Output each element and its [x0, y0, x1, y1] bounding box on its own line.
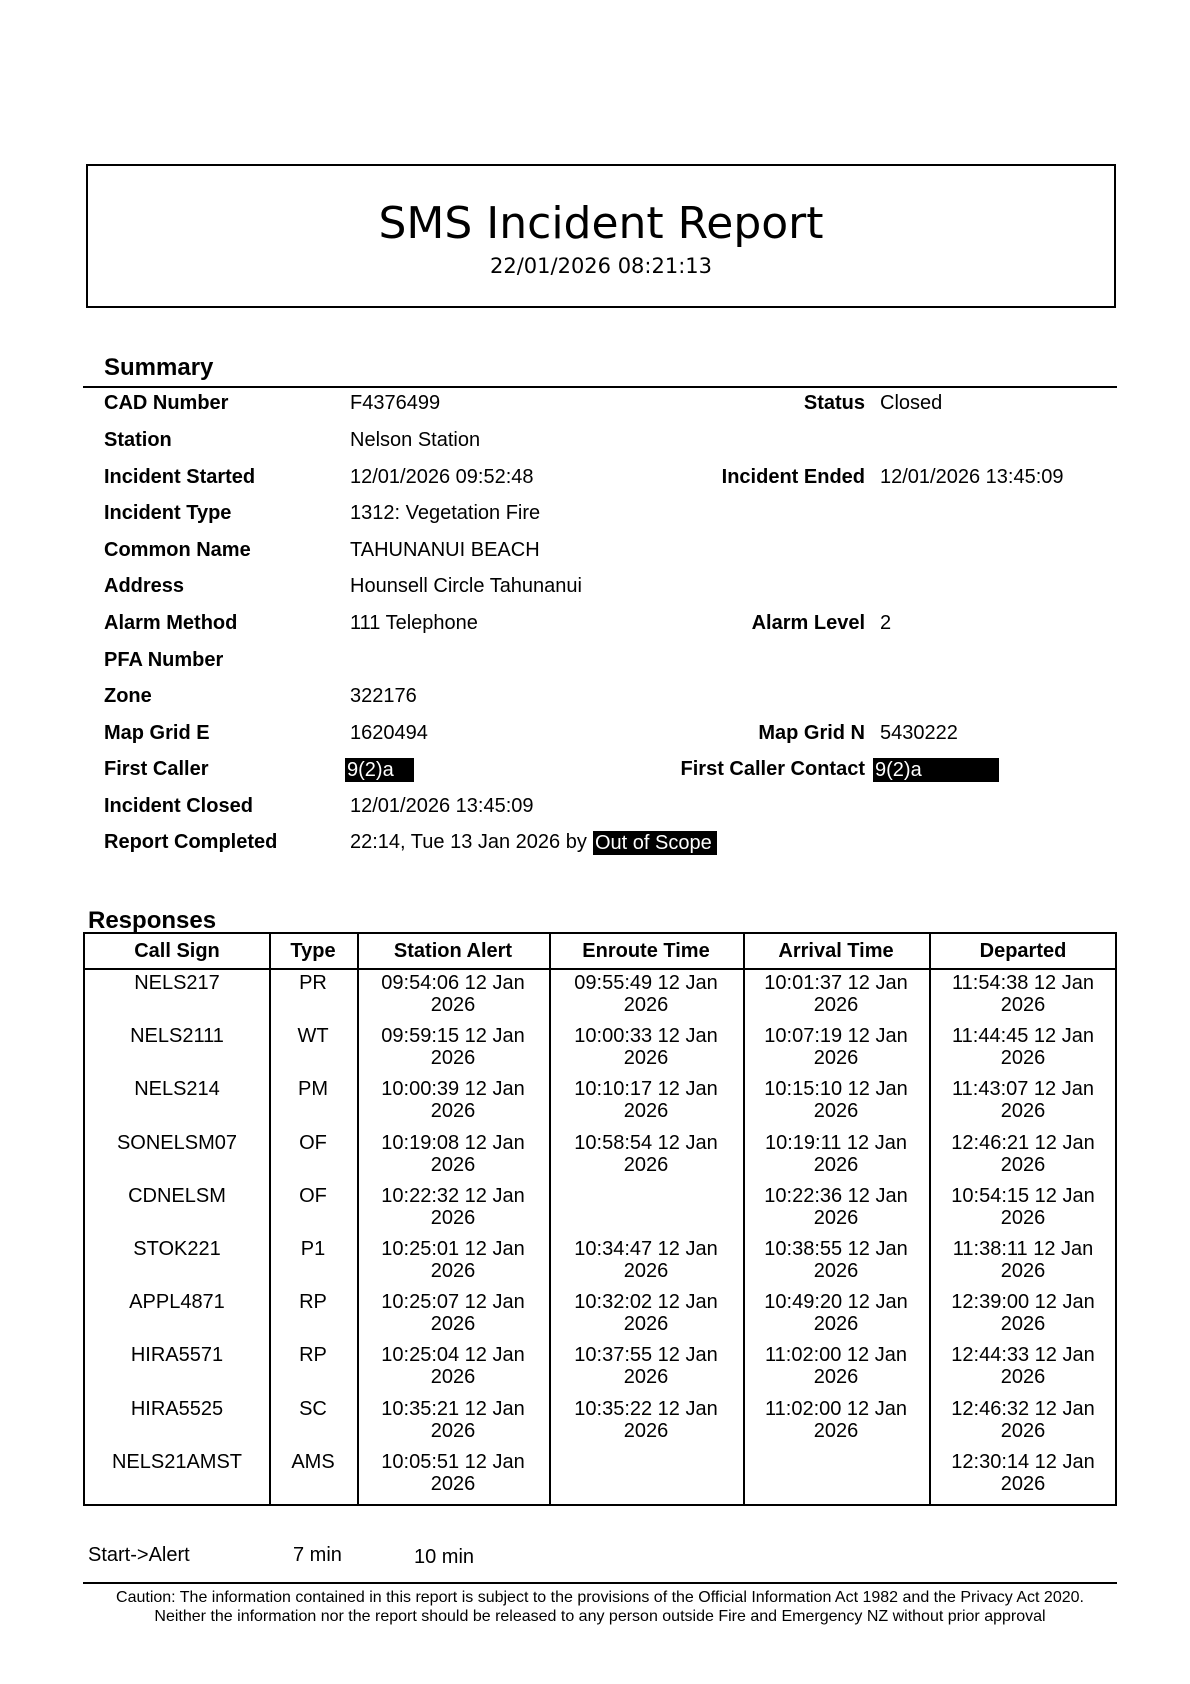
station-alert-cell: 10:00:39 12 Jan [381, 1078, 525, 1100]
enroute-time-cell: 2026 [623, 1154, 669, 1176]
alarm-method-label: Alarm Method [104, 612, 238, 634]
call-sign-cell: NELS2111 [130, 1025, 224, 1047]
enroute-time-cell: 10:10:17 12 Jan [574, 1078, 718, 1100]
incident-closed-label: Incident Closed [104, 795, 253, 817]
summary-title: Summary [104, 354, 214, 381]
arrival-time-cell: 11:02:00 12 Jan [765, 1398, 907, 1420]
col-type: Type [290, 940, 336, 962]
arrival-time-cell: 10:49:20 12 Jan [764, 1291, 908, 1313]
departed-cell: 11:38:11 12 Jan [952, 1238, 1094, 1260]
type-cell: PM [298, 1078, 328, 1100]
pfa-number-label: PFA Number [104, 649, 224, 671]
summary-divider [83, 386, 1117, 388]
station-alert-cell: 2026 [430, 1260, 476, 1282]
common-name-value: TAHUNANUI BEACH [350, 539, 540, 561]
departed-cell: 2026 [1000, 1154, 1046, 1176]
map-grid-n-label: Map Grid N [758, 722, 865, 744]
arrival-time-cell: 2026 [813, 1100, 859, 1122]
station-value: Nelson Station [350, 429, 481, 451]
call-sign-cell: STOK221 [133, 1238, 221, 1260]
arrival-time-cell: 2026 [813, 1260, 859, 1282]
enroute-time-cell: 09:55:49 12 Jan [574, 972, 718, 994]
station-alert-cell: 10:05:51 12 Jan [381, 1451, 525, 1473]
departed-cell: 2026 [1000, 1207, 1046, 1229]
station-alert-cell: 2026 [430, 1154, 476, 1176]
zone-value: 322176 [350, 685, 417, 707]
call-sign-cell: NELS214 [134, 1078, 220, 1100]
status-value: Closed [880, 392, 943, 414]
departed-cell: 2026 [1000, 1473, 1046, 1495]
first-caller-redaction: 9(2)a [345, 758, 414, 782]
enroute-time-cell: 10:32:02 12 Jan [574, 1291, 718, 1313]
arrival-time-cell: 10:01:37 12 Jan [764, 972, 908, 994]
station-alert-cell: 10:25:04 12 Jan [381, 1344, 525, 1366]
departed-cell: 12:46:21 12 Jan [951, 1132, 1095, 1154]
type-cell: P1 [300, 1238, 326, 1260]
arrival-time-cell: 2026 [813, 1420, 859, 1442]
incident-ended-label: Incident Ended [721, 466, 865, 488]
first-caller-label: First Caller [104, 758, 209, 780]
station-alert-cell: 2026 [430, 1313, 476, 1335]
caution-notice [83, 1588, 1117, 1626]
incident-type-label: Incident Type [104, 502, 232, 524]
start-alert-value: 7 min [293, 1544, 342, 1566]
arrival-time-cell: 2026 [813, 994, 859, 1016]
address-label: Address [104, 575, 185, 597]
footer-divider [83, 1582, 1117, 1584]
responses-title: Responses [88, 907, 217, 934]
arrival-time-cell: 2026 [813, 1366, 859, 1388]
departed-cell: 12:39:00 12 Jan [951, 1291, 1095, 1313]
report-completed-redaction: Out of Scope [593, 831, 717, 855]
type-cell: OF [299, 1132, 327, 1154]
departed-cell: 2026 [1000, 994, 1046, 1016]
station-alert-cell: 2026 [430, 1366, 476, 1388]
enroute-time-cell: 2026 [623, 1100, 669, 1122]
common-name-label: Common Name [104, 539, 251, 561]
col-call-sign: Call Sign [134, 940, 220, 962]
type-cell: OF [299, 1185, 327, 1207]
arrival-time-cell: 2026 [813, 1047, 859, 1069]
departed-cell: 2026 [1000, 1100, 1046, 1122]
enroute-time-cell: 2026 [623, 1366, 669, 1388]
type-cell: RP [299, 1291, 327, 1313]
departed-cell: 12:30:14 12 Jan [951, 1451, 1095, 1473]
alarm-method-value: 111 Telephone [350, 612, 478, 634]
alert-duration-value: 10 min [414, 1546, 475, 1568]
report-generated-date: 22/01/2026 08:21:13 [489, 254, 713, 278]
arrival-time-cell: 2026 [813, 1313, 859, 1335]
arrival-time-cell: 10:19:11 12 Jan [765, 1132, 907, 1154]
type-cell: PR [299, 972, 327, 994]
enroute-time-cell: 2026 [623, 1420, 669, 1442]
incident-closed-value: 12/01/2026 13:45:09 [350, 795, 534, 817]
departed-cell: 2026 [1000, 1366, 1046, 1388]
arrival-time-cell: 10:38:55 12 Jan [764, 1238, 908, 1260]
station-alert-cell: 10:19:08 12 Jan [381, 1132, 525, 1154]
arrival-time-cell: 10:15:10 12 Jan [764, 1078, 908, 1100]
caution-line-2: Neither the information nor the report should be released to any person outside Fire and Emergency NZ without prior approval [154, 1608, 1046, 1625]
station-alert-cell: 2026 [430, 1473, 476, 1495]
map-grid-n-value: 5430222 [880, 722, 958, 744]
caution-line-1: Caution: The information contained in this report is subject to the provisions of the Official Information Act 1982 and the Privacy Act 2020. [116, 1589, 1084, 1606]
type-cell: RP [299, 1344, 327, 1366]
enroute-time-cell: 10:35:22 12 Jan [574, 1398, 718, 1420]
alarm-level-label: Alarm Level [751, 612, 865, 634]
alarm-level-value: 2 [880, 612, 892, 634]
enroute-time-cell: 10:58:54 12 Jan [574, 1132, 718, 1154]
departed-cell: 2026 [1000, 1047, 1046, 1069]
start-alert-label: Start->Alert [88, 1544, 190, 1566]
station-alert-cell: 2026 [430, 1420, 476, 1442]
call-sign-cell: SONELSM07 [116, 1132, 238, 1154]
incident-started-value: 12/01/2026 09:52:48 [350, 466, 534, 488]
type-cell: SC [299, 1398, 327, 1420]
report-title: SMS Incident Report [378, 198, 824, 249]
arrival-time-cell: 2026 [813, 1154, 859, 1176]
enroute-time-cell: 2026 [623, 1047, 669, 1069]
call-sign-cell: APPL4871 [129, 1291, 225, 1313]
station-alert-cell: 2026 [430, 994, 476, 1016]
call-sign-cell: NELS21AMST [111, 1451, 243, 1473]
call-sign-cell: CDNELSM [128, 1185, 226, 1207]
station-alert-cell: 10:25:07 12 Jan [381, 1291, 525, 1313]
col-departed: Departed [979, 940, 1067, 962]
col-enroute-time: Enroute Time [582, 940, 710, 962]
address-value: Hounsell Circle Tahunanui [350, 575, 582, 597]
col-station-alert: Station Alert [393, 940, 513, 962]
call-sign-cell: NELS217 [134, 972, 220, 994]
incident-type-value: 1312: Vegetation Fire [350, 502, 541, 524]
enroute-time-cell: 10:34:47 12 Jan [574, 1238, 718, 1260]
station-alert-cell: 2026 [430, 1047, 476, 1069]
station-alert-cell: 10:35:21 12 Jan [381, 1398, 525, 1420]
enroute-time-cell: 2026 [623, 994, 669, 1016]
enroute-time-cell: 10:37:55 12 Jan [574, 1344, 718, 1366]
station-alert-cell: 09:59:15 12 Jan [381, 1025, 525, 1047]
departed-cell: 11:43:07 12 Jan [952, 1078, 1094, 1100]
incident-started-label: Incident Started [104, 466, 256, 488]
cad-number-label: CAD Number [104, 392, 229, 414]
report-header [86, 164, 1116, 308]
departed-cell: 12:46:32 12 Jan [951, 1398, 1095, 1420]
arrival-time-cell: 10:07:19 12 Jan [764, 1025, 908, 1047]
arrival-time-cell: 2026 [813, 1207, 859, 1229]
departed-cell: 2026 [1000, 1313, 1046, 1335]
departed-cell: 2026 [1000, 1420, 1046, 1442]
station-alert-cell: 10:22:32 12 Jan [381, 1185, 525, 1207]
station-alert-cell: 10:25:01 12 Jan [381, 1238, 525, 1260]
first-caller-contact-redaction: 9(2)a [873, 758, 999, 782]
enroute-time-cell: 2026 [623, 1313, 669, 1335]
station-alert-cell: 2026 [430, 1100, 476, 1122]
departed-cell: 12:44:33 12 Jan [951, 1344, 1095, 1366]
cad-number-value: F4376499 [350, 392, 441, 414]
station-alert-cell: 09:54:06 12 Jan [381, 972, 525, 994]
responses-table [83, 932, 1117, 1506]
first-caller-contact-label: First Caller Contact [680, 758, 865, 780]
enroute-time-cell: 2026 [623, 1260, 669, 1282]
report-completed-value: 22:14, Tue 13 Jan 2026 by [350, 831, 587, 853]
call-sign-cell: HIRA5525 [130, 1398, 224, 1420]
departed-cell: 11:54:38 12 Jan [952, 972, 1094, 994]
departed-cell: 11:44:45 12 Jan [952, 1025, 1094, 1047]
station-alert-cell: 2026 [430, 1207, 476, 1229]
departed-cell: 2026 [1000, 1260, 1046, 1282]
col-arrival-time: Arrival Time [778, 940, 894, 962]
map-grid-e-value: 1620494 [350, 722, 428, 744]
station-label: Station [104, 429, 172, 451]
status-label: Status [803, 392, 865, 414]
zone-label: Zone [104, 685, 152, 707]
departed-cell: 10:54:15 12 Jan [951, 1185, 1095, 1207]
enroute-time-cell: 10:00:33 12 Jan [574, 1025, 718, 1047]
arrival-time-cell: 10:22:36 12 Jan [764, 1185, 908, 1207]
report-completed-label: Report Completed [104, 831, 278, 853]
incident-ended-value: 12/01/2026 13:45:09 [880, 466, 1064, 488]
type-cell: AMS [291, 1451, 335, 1473]
type-cell: WT [297, 1025, 329, 1047]
call-sign-cell: HIRA5571 [130, 1344, 224, 1366]
map-grid-e-label: Map Grid E [104, 722, 210, 744]
arrival-time-cell: 11:02:00 12 Jan [765, 1344, 907, 1366]
